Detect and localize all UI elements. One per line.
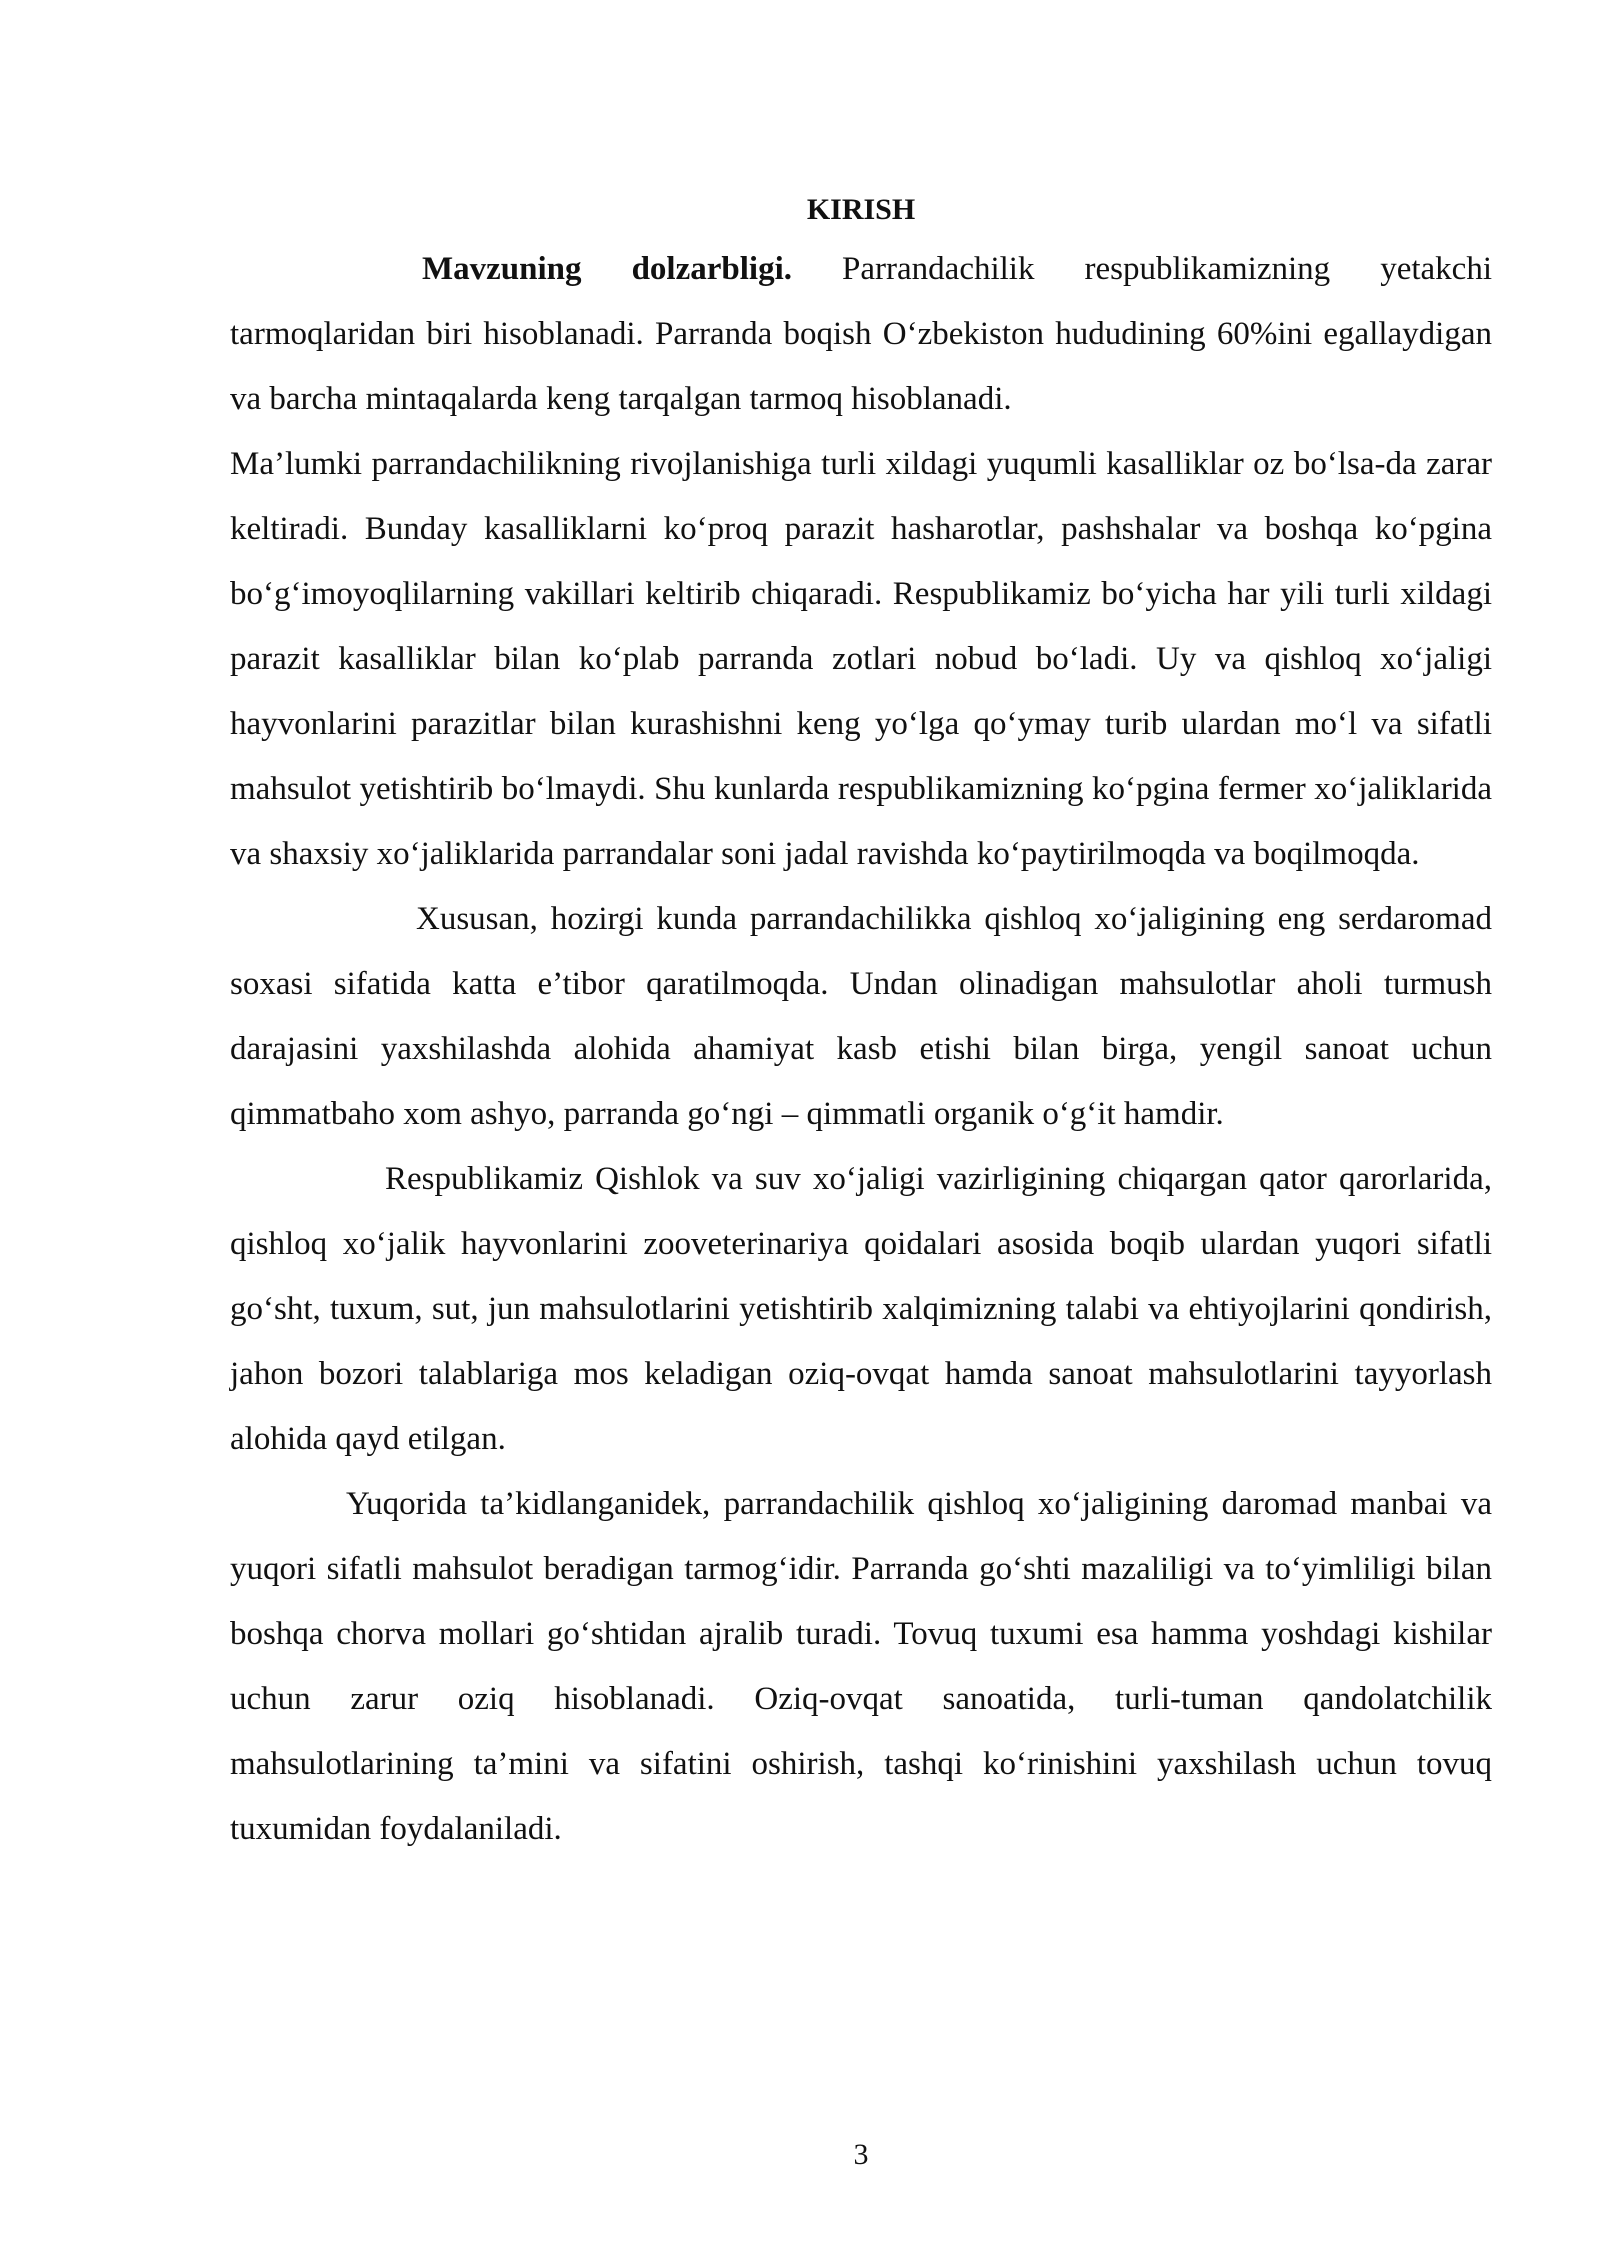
paragraph-1 [230,237,1492,432]
paragraph-4: Respublikamiz Qishlok va suv xo‘jaligi vazirligining chiqargan qator qarorlarida, qishloq xo‘jalik hayvonlarini zooveterinariya qoidalari asosida boqib ulardan yuqori sifatli go‘sht, tuxum, sut, jun mahsulotlarini yetishtirib xalqimizning talabi va ehtiyojlarini qondirish, jahon bozori talablariga mos keladigan oziq-ovqat hamda sanoat mahsulotlarini tayyorlash alohida qayd etilgan. [230,1161,1492,1457]
paragraph-3: Xususan, hozirgi kunda parrandachilikka qishloq xo‘jaligining eng serdaromad soxasi sifatida katta e’tibor qaratilmoqda. Undan olinadigan mahsulotlar aholi turmush darajasini yaxshilashda alohida ahamiyat kasb etishi bilan birga, yengil sanoat uchun qimmatbaho xom ashyo, parranda go‘ngi – qimmatli organik o‘g‘it hamdir. [230,901,1492,1132]
body-text [230,237,1492,1862]
page-number: 3 [853,2138,869,2171]
paragraph-2: Ma’lumki parrandachilikning rivojlanishiga turli xildagi yuqumli kasalliklar oz bo‘lsa-da zarar keltiradi. Bunday kasalliklarni ko‘proq parazit hasharotlar, pashshalar va boshqa ko‘pgina bo‘g‘imoyoqlilarning vakillari keltirib chiqaradi. Respublikamiz bo‘yicha har yili turli xildagi parazit kasalliklar bilan ko‘plab parranda zotlari nobud bo‘ladi. Uy va qishloq xo‘jaligi hayvonlarini parazitlar bilan kurashishni keng yo‘lga qo‘ymay turib ulardan mo‘l va sifatli mahsulot yetishtirib bo‘lmaydi. Shu kunlarda respublikamizning ko‘pgina fermer xo‘jaliklarida va shaxsiy xo‘jaliklarida parrandalar soni jadal ravishda ko‘paytirilmoqda va boqilmoqda. [230,446,1492,872]
paragraph-5: Yuqorida ta’kidlanganidek, parrandachilik qishloq xo‘jaligining daromad manbai va yuqori sifatli mahsulot beradigan tarmog‘idir. Parranda go‘shti mazaliligi va to‘yimliligi bilan boshqa chorva mollari go‘shtidan ajralib turadi. Tovuq tuxumi esa hamma yoshdagi kishilar uchun zarur oziq hisoblanadi. Oziq-ovqat sanoatida, turli-tuman qandolatchilik mahsulotlarining ta’mini va sifatini oshirish, tashqi ko‘rinishini yaxshilash uchun tovuq tuxumidan foydalaniladi. [230,1486,1492,1847]
paragraph-1-lead: Mavzuning dolzarbligi. [422,251,792,287]
paragraph-1-text: Parrandachilik respublikamizning yetakchi tarmoqlaridan biri hisoblanadi. Parranda boqish O‘zbekiston hududining 60%ini egallaydigan va barcha mintaqalarda keng tarqalgan tarmoq hisoblanadi. [230,251,1492,417]
page-heading: KIRISH [806,193,916,226]
